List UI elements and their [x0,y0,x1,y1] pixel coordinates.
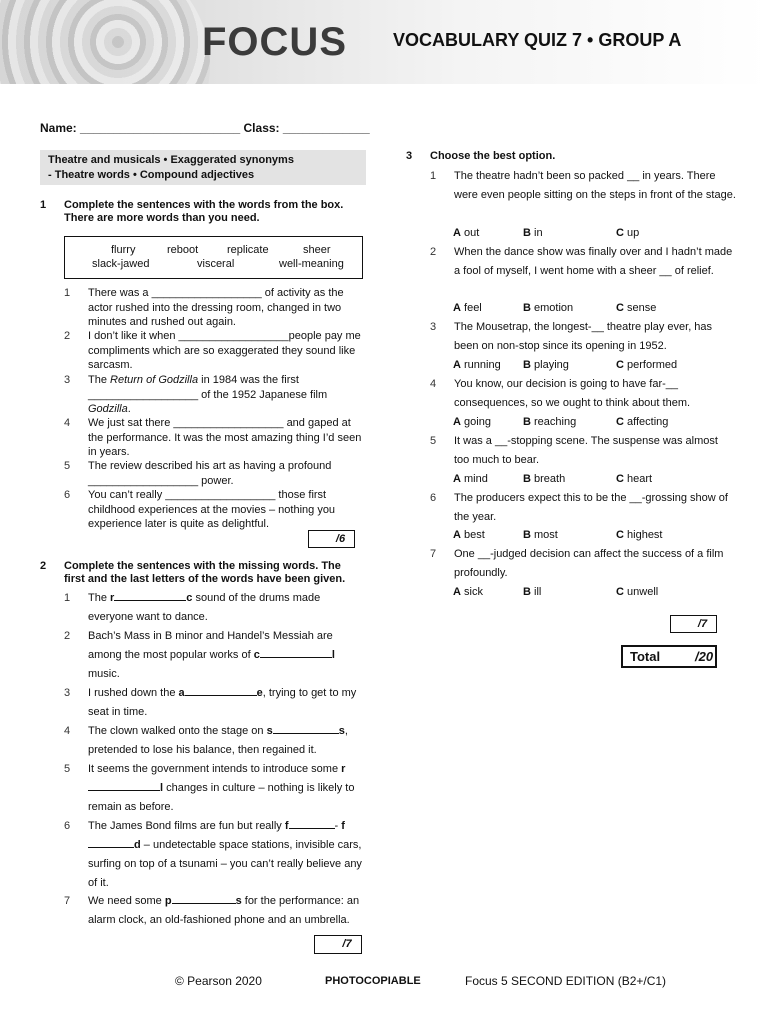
option-text: unwell [627,586,659,598]
question-number: 5 [430,435,437,447]
word-box-item: flurry [111,244,136,256]
question-text [88,760,364,817]
option-c[interactable] [616,529,663,541]
exercise-3-instruction: Choose the best option. [430,150,556,162]
text-part: I rushed down the [88,687,179,699]
first-letter: p [164,895,172,907]
option-letter: C [616,529,624,541]
question-text: One __-judged decision can affect the success of a film profoundly. [454,548,724,579]
option-letter: A [453,359,461,371]
option-text: reaching [534,416,577,428]
answer-gap[interactable] [289,818,335,829]
question-text: You can’t really __________________ those first childhood experiences at the movies – nothing you experience later is quite as delightful. [88,489,336,530]
answer-gap[interactable] [172,893,236,904]
option-text: feel [464,302,482,314]
option-letter: C [616,416,624,428]
text-part: The James Bond films are fun but really [88,820,285,832]
option-letter: B [523,473,531,485]
question-number: 5 [64,460,71,472]
option-letter: A [453,227,461,239]
option-c[interactable] [616,302,656,314]
option-a[interactable] [453,302,482,314]
option-a[interactable] [453,227,479,239]
first-letter: a [178,687,185,699]
text-part: We need some [88,895,165,907]
question-text [88,627,364,684]
option-letter: B [523,529,531,541]
question-number: 1 [430,170,437,182]
option-letter: A [453,416,461,428]
topics-line-1: Theatre and musicals • Exaggerated synonyms [48,154,294,166]
option-text: playing [534,359,569,371]
question-text: It was a __-stopping scene. The suspense was almost too much to bear. [454,435,718,466]
exercise-2-number: 2 [40,560,47,572]
text-part: The clown walked onto the stage on [88,725,267,737]
question-number: 2 [430,246,437,258]
word-box-item: replicate [227,244,269,256]
question-number: 3 [64,374,71,386]
option-b[interactable] [523,586,541,598]
question-text: The producers expect this to be the __-grossing show of the year. [454,492,728,523]
question-text [88,373,364,417]
word-box-item: reboot [167,244,199,256]
option-text: sense [627,302,657,314]
question-text [88,589,364,627]
question-number: 6 [64,820,71,832]
option-letter: C [616,302,624,314]
word-box-item: well-meaning [279,258,344,270]
question-text: There was a __________________ of activity as the actor rushed into the dressing room, changed in two minutes and rushed out again. [88,287,344,328]
option-text: best [464,529,485,541]
answer-gap[interactable] [273,723,339,734]
option-letter: C [616,359,624,371]
option-letter: A [453,473,461,485]
last-letter: s [338,725,345,737]
option-letter: A [453,529,461,541]
question-number: 5 [64,763,71,775]
option-letter: B [523,227,531,239]
answer-gap[interactable] [88,780,160,791]
option-c[interactable] [616,359,677,371]
exercise-2-score-box: /7 [314,935,362,954]
total-score: /20 [695,649,714,664]
text-part: sound of the drums made everyone want to dance. [88,592,321,623]
word-box [64,236,363,279]
last-letter: l [160,782,164,794]
question-text: The review described his art as having a profound __________________ power. [88,460,332,487]
option-text: breath [534,473,566,485]
question-text: When the dance show was finally over and I hadn’t made a fool of myself, I went home with a sheer __ of relief. [454,246,733,277]
text-part: , pretended to lose his balance, then regained it. [88,725,348,756]
option-a[interactable] [453,473,488,485]
question-number: 1 [64,287,71,299]
word-box-item: slack-jawed [92,258,150,270]
text-part: It seems the government intends to introduce some [88,763,342,775]
last-letter: e [256,687,263,699]
question-text: You know, our decision is going to have far-__ consequences, so we ought to think about them. [454,378,691,409]
option-a[interactable] [453,529,485,541]
exercise-3-score-box: /7 [670,615,717,633]
option-c[interactable] [616,416,668,428]
question-text: The James Bond films are fun but really f - fd – undetectable space stations, invisible cars, surfing on top of a tsunami – you can’t really believe any of it. [88,820,362,889]
option-a[interactable] [453,586,483,598]
last-letter: s [235,895,242,907]
first-letter: r [341,763,346,775]
total-label: Total [630,649,661,664]
first-letter: f [284,820,289,832]
answer-gap[interactable] [114,590,186,601]
question-number: 6 [430,492,437,504]
first-letter: c [253,649,260,661]
film-title: Godzilla [88,403,128,415]
option-text: highest [627,529,663,541]
option-text: affecting [627,416,669,428]
option-letter: C [616,586,624,598]
option-text: heart [627,473,653,485]
option-text: mind [464,473,488,485]
first-letter: r [110,592,115,604]
option-b[interactable] [523,227,543,239]
exercise-3-number: 3 [406,150,413,162]
total-score-box [621,645,717,668]
last-letter: d [134,839,141,851]
exercise-1-instruction: Complete the sentences with the words from the box. There are more words than you need. [64,199,344,224]
text-part: , trying to get to my seat in time. [88,687,357,718]
question-text: I don’t like it when __________________people pay me compliments which are so exaggerated they sound like sarcasm. [88,330,361,371]
text-part: music. [88,668,120,680]
option-letter: B [523,416,531,428]
footer-photocopiable: PHOTOCOPIABLE [325,975,421,987]
text-part: The [88,592,111,604]
option-b[interactable] [523,529,558,541]
option-c[interactable] [616,227,639,239]
last-letter: l [331,649,335,661]
option-text: ill [534,586,542,598]
question-text: The theatre hadn’t been so packed __ in years. There were even people sitting on the steps in front of the stage. [454,170,736,201]
option-b[interactable] [523,359,569,371]
last-letter: c [186,592,193,604]
option-letter: B [523,302,531,314]
quiz-title: VOCABULARY QUIZ 7 • GROUP A [393,30,682,50]
question-number: 3 [64,687,71,699]
option-letter: A [453,586,461,598]
question-number: 1 [64,592,71,604]
exercise-2-instruction: Complete the sentences with the missing words. The first and the last letters of the words have been given. [64,560,346,585]
option-b[interactable] [523,416,576,428]
topics-line-2: - Theatre words • Compound adjectives [48,169,255,181]
option-a[interactable] [453,359,501,371]
text-part: Bach’s Mass in B minor and Handel’s Messiah are among the most popular works of [88,630,333,661]
text-part: changes in culture – nothing is likely to remain as before. [88,782,355,813]
option-letter: B [523,586,531,598]
option-text: up [627,227,640,239]
option-a[interactable] [453,416,491,428]
footer-edition: Focus 5 SECOND EDITION (B2+/C1) [465,974,667,988]
question-number: 2 [64,630,71,642]
option-text: running [464,359,501,371]
question-number: 2 [64,330,71,342]
question-number: 3 [430,321,437,333]
text-part: . [127,403,131,415]
option-text: sick [464,586,483,598]
option-letter: C [616,227,624,239]
question-text [88,892,364,930]
word-box-item: visceral [197,258,235,270]
option-letter: B [523,359,531,371]
option-text: most [534,529,558,541]
option-c[interactable] [616,473,652,485]
option-text: emotion [534,302,574,314]
question-text: The Mousetrap, the longest-__ theatre play ever, has been on non-stop since its opening in 1952. [454,321,713,352]
answer-gap[interactable] [88,837,134,848]
question-number: 7 [430,548,437,560]
answer-gap[interactable] [185,685,257,696]
question-number: 6 [64,489,71,501]
question-number: 7 [64,895,71,907]
question-number: 4 [64,725,71,737]
word-box-item: sheer [303,244,331,256]
question-text [88,684,364,722]
option-text: in [534,227,543,239]
focus-logo: FOCUS [202,20,347,64]
first-letter: f [341,820,345,832]
film-title: Return of Godzilla [110,374,199,386]
option-letter: A [453,302,461,314]
option-text: going [464,416,491,428]
option-c[interactable] [616,586,658,598]
question-number: 4 [430,378,437,390]
question-number: 4 [64,417,71,429]
header-decoration [0,0,210,84]
page-header [0,0,768,84]
question-text [88,722,364,760]
question-text: We just sat there __________________ and gaped at the performance. It was the most amazing thing I’d seen in years. [88,417,362,458]
footer-copyright: © Pearson 2020 [175,974,262,988]
topics-box [40,150,366,185]
first-letter: s [266,725,273,737]
text-part: for the performance: an alarm clock, an old-fashioned phone and an umbrella. [88,895,360,926]
option-text: performed [627,359,678,371]
option-b[interactable] [523,473,565,485]
option-text: out [464,227,480,239]
text-part: in 1984 was the first __________________ of the 1952 Japanese film [88,374,328,401]
text-part: The [88,374,111,386]
answer-gap[interactable] [260,647,332,658]
exercise-1-score-box: /6 [308,530,355,548]
name-class-line: Name: ________________________ Class: _____________ [40,121,370,135]
option-b[interactable] [523,302,573,314]
exercise-1-number: 1 [40,199,47,211]
option-letter: C [616,473,624,485]
text-part: – undetectable space stations, invisible cars, surfing on top of a tsunami – you can’t really believe any of it. [88,839,362,889]
